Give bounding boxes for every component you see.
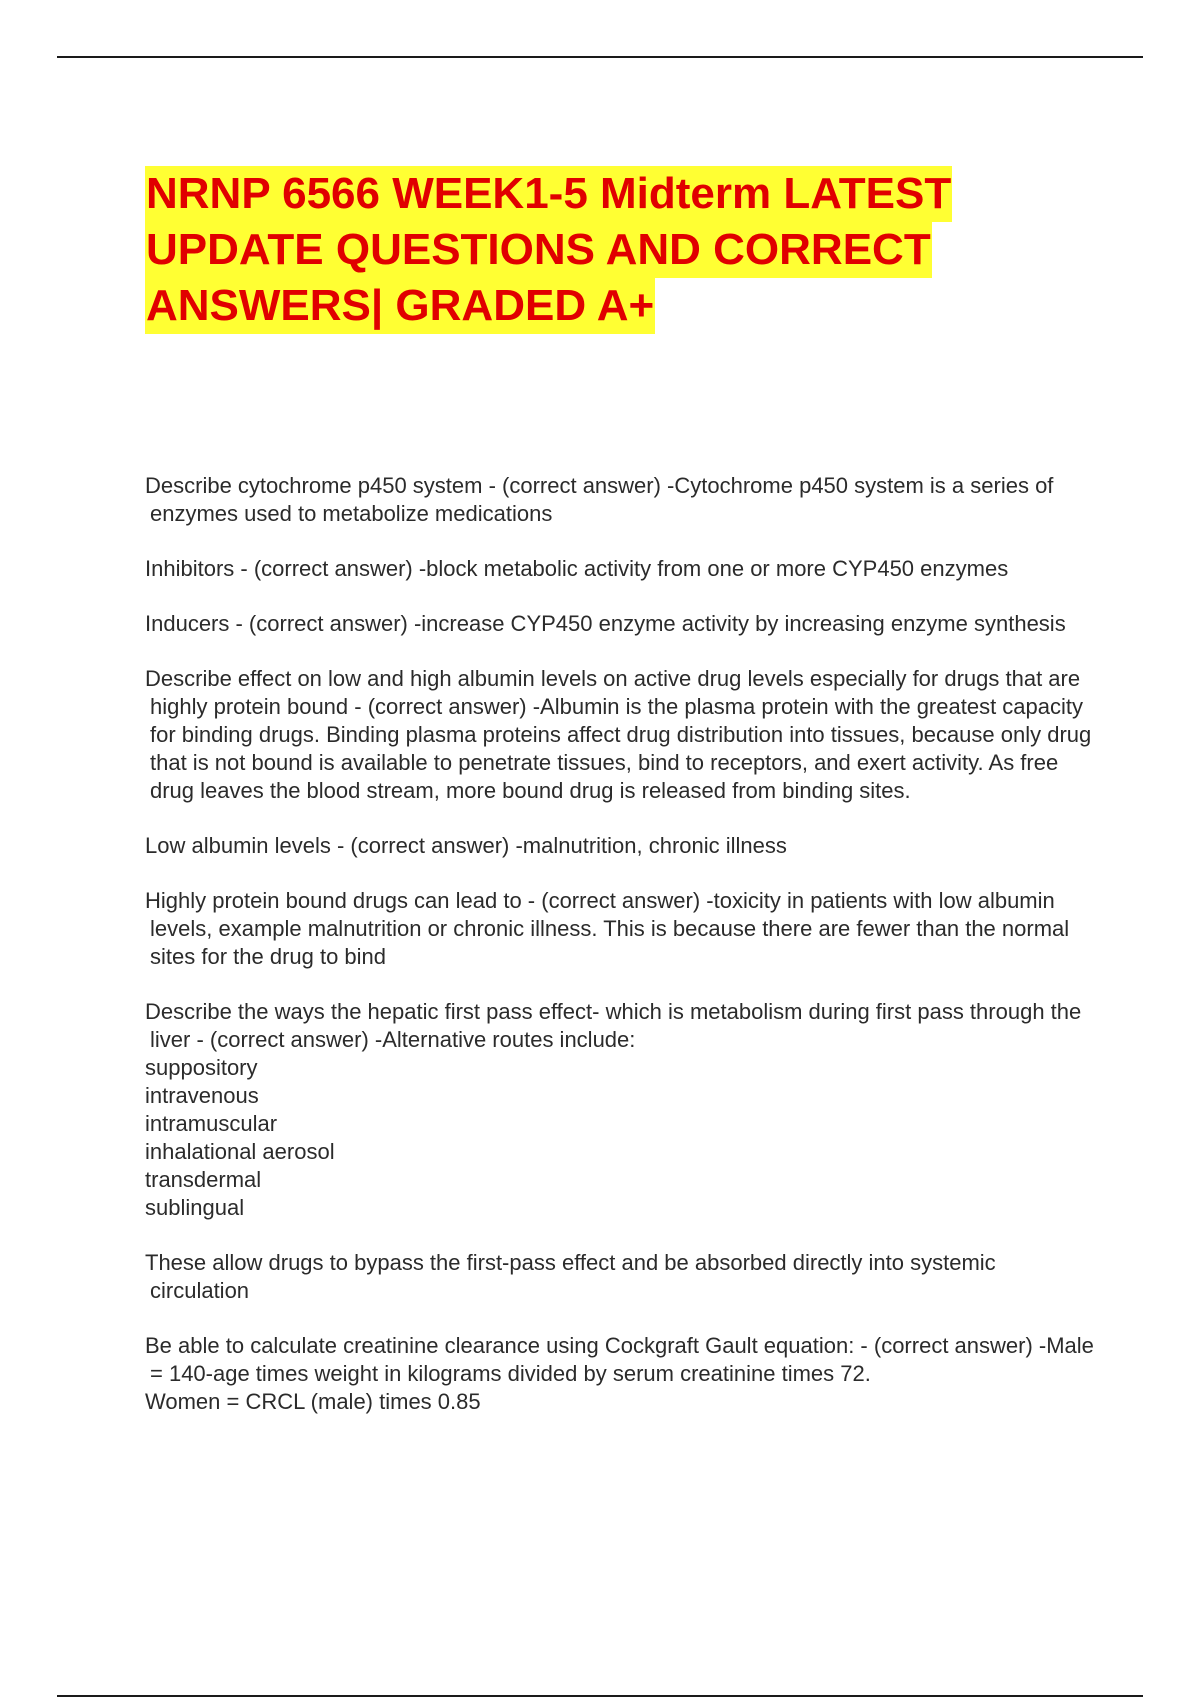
title-line: ANSWERS| GRADED A+ [145, 278, 655, 334]
bottom-rule [57, 1695, 1143, 1697]
creatinine-question: Be able to calculate creatinine clearance using Cockgraft Gault equation: - (correct answer) -Male = 140-age times weight in kilograms divided by serum creatinine times 72. [145, 1333, 1094, 1386]
route-item: transdermal [145, 1167, 262, 1192]
hepatic-first-pass-item [145, 998, 1095, 1222]
route-item: intravenous [145, 1083, 259, 1108]
title-line: NRNP 6566 WEEK1-5 Midterm LATEST [145, 166, 952, 222]
qa-item: Describe effect on low and high albumin levels on active drug levels especially for drugs that are highly protein bound - (correct answer) -Albumin is the plasma protein with the greatest capacity for binding drugs. Binding plasma proteins affect drug distribution into tissues, because only drug that is not bound is available to penetrate tissues, bind to receptors, and exert activity. As free drug leaves the blood stream, more bound drug is released from binding sites. [145, 666, 1092, 803]
qa-content [145, 472, 1095, 1443]
document-title [145, 166, 1045, 334]
route-item: intramuscular [145, 1111, 278, 1136]
women-formula: Women = CRCL (male) times 0.85 [145, 1389, 481, 1414]
hepatic-question: Describe the ways the hepatic first pass effect- which is metabolism during first pass through the liver - (correct answer) -Alternative routes include: [145, 999, 1082, 1052]
qa-item: Inducers - (correct answer) -increase CYP450 enzyme activity by increasing enzyme synthesis [145, 611, 1066, 636]
route-item: sublingual [145, 1195, 245, 1220]
title-line: UPDATE QUESTIONS AND CORRECT [145, 222, 932, 278]
qa-item: Inhibitors - (correct answer) -block metabolic activity from one or more CYP450 enzymes [145, 556, 1009, 581]
qa-item: Highly protein bound drugs can lead to - (correct answer) -toxicity in patients with low albumin levels, example malnutrition or chronic illness. This is because there are fewer than the normal sites for the drug to bind [145, 888, 1070, 969]
qa-item: Describe cytochrome p450 system - (correct answer) -Cytochrome p450 system is a series of enzymes used to metabolize medications [145, 473, 1054, 526]
route-item: suppository [145, 1055, 258, 1080]
qa-item: Low albumin levels - (correct answer) -malnutrition, chronic illness [145, 833, 787, 858]
route-item: inhalational aerosol [145, 1139, 335, 1164]
top-rule [57, 56, 1143, 58]
bypass-note: These allow drugs to bypass the first-pass effect and be absorbed directly into systemic circulation [145, 1250, 996, 1303]
creatinine-item [145, 1332, 1095, 1416]
